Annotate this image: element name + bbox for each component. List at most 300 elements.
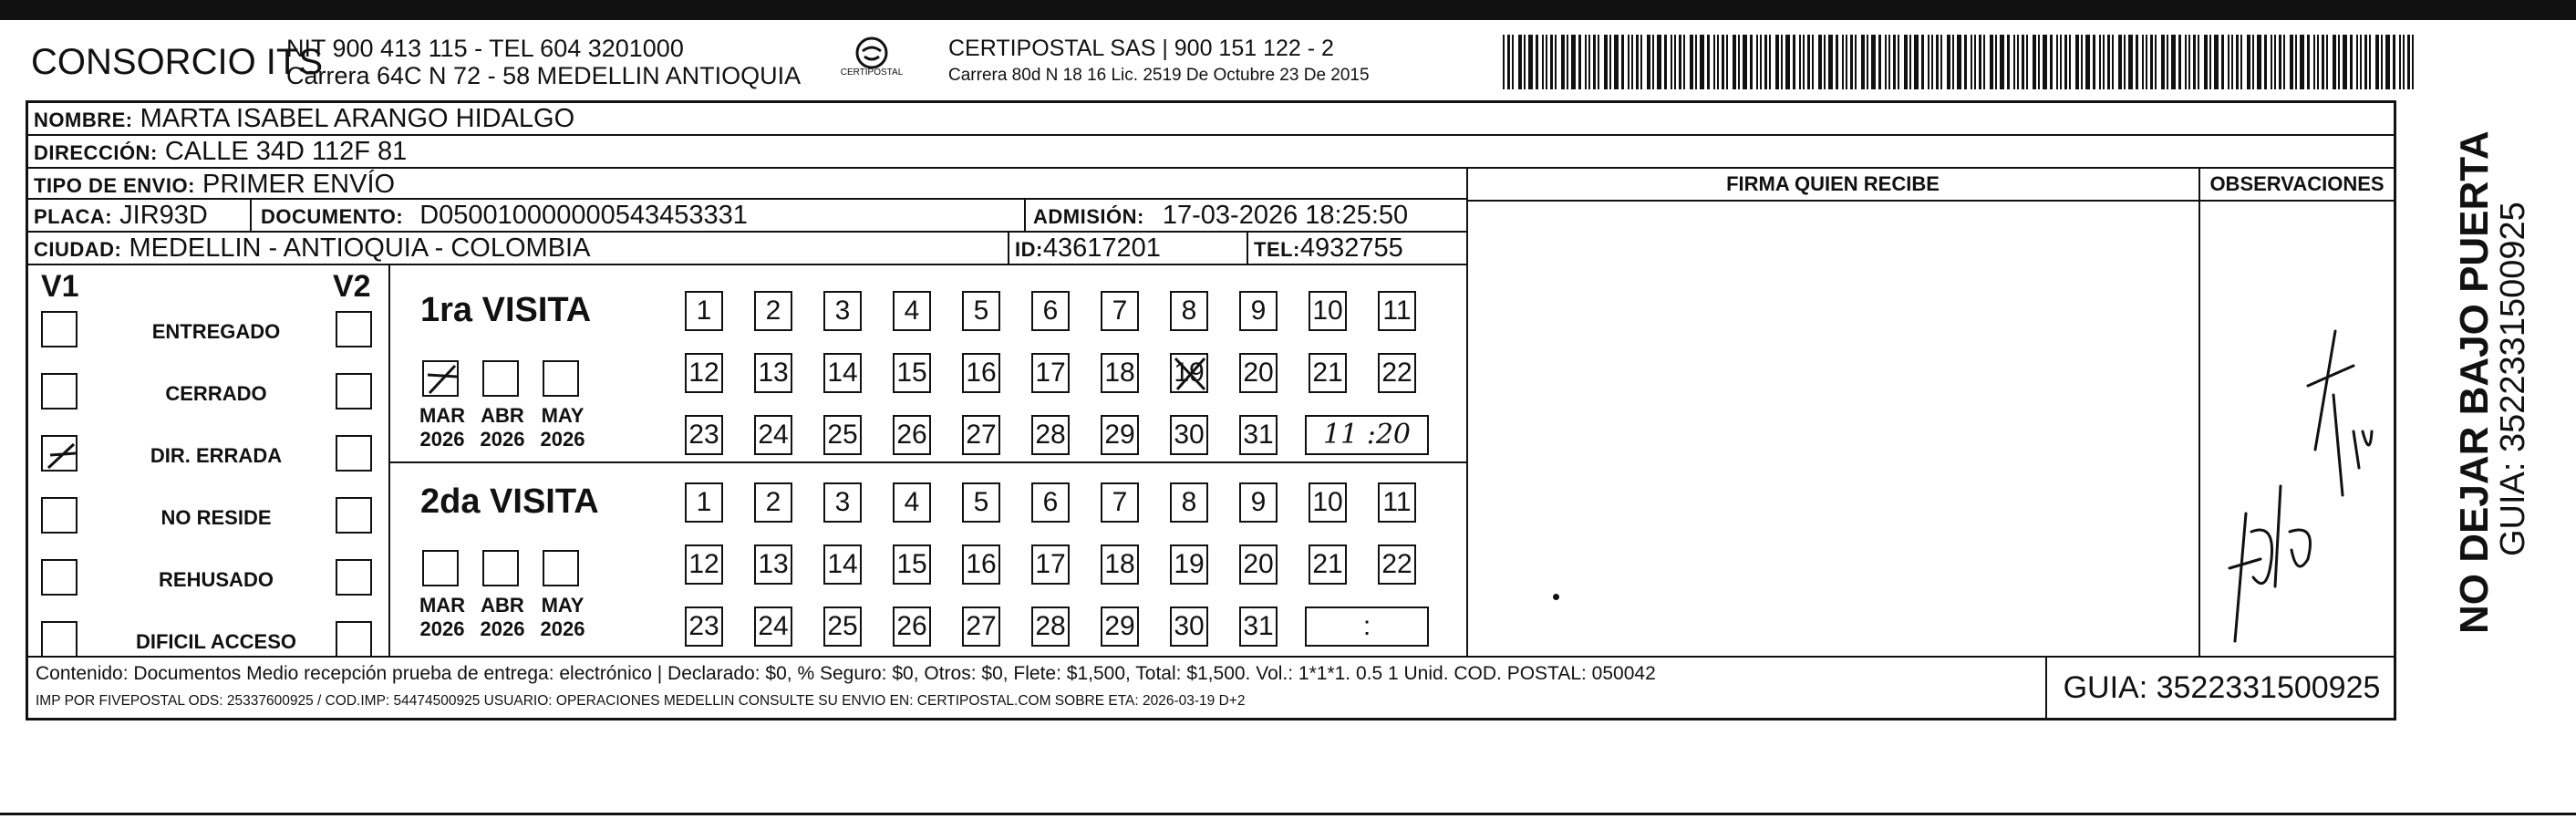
barcode-bar (1764, 35, 1767, 89)
barcode-bar (2069, 35, 2071, 89)
placa-label: PLACA: (34, 205, 113, 228)
handwritten-observation (2217, 258, 2381, 659)
barcode-bar (2056, 35, 2058, 89)
barcode-bar (1738, 35, 1740, 89)
barcode-bar (1861, 35, 1865, 89)
second-visit-day-6[interactable]: 6 (1031, 482, 1070, 523)
second-visit-day-16[interactable]: 16 (962, 544, 1000, 585)
barcode-bar (2013, 35, 2015, 89)
v1-checkbox-dificil-acceso[interactable] (41, 621, 78, 658)
barcode-bar (1871, 35, 1876, 89)
barcode-bar (2167, 35, 2168, 89)
barcode-bar (2107, 35, 2110, 89)
barcode-bar (1928, 35, 1929, 89)
observaciones-header: OBSERVACIONES (2209, 172, 2385, 195)
barcode-bar (1528, 35, 1533, 89)
observaciones-divider (2198, 169, 2200, 656)
v2-checkbox-entregado[interactable] (336, 311, 372, 347)
barcode-bar (2171, 35, 2176, 89)
barcode-bar (2099, 35, 2101, 89)
barcode-bar (2369, 35, 2371, 89)
barcode-bar (1631, 35, 1633, 89)
first-visit-day-15[interactable]: 15 (893, 353, 931, 393)
second-visit-day-12[interactable]: 12 (685, 544, 723, 585)
barcode-bar (1785, 35, 1790, 89)
second-visit-day-15[interactable]: 15 (893, 544, 931, 585)
barcode-bar (1803, 35, 1805, 89)
barcode-bar (1995, 35, 1997, 89)
barcode-bar (2231, 35, 2233, 89)
v2-checkbox-no-reside[interactable] (336, 497, 372, 534)
barcode-bar (2399, 35, 2401, 89)
second-visit-day-17[interactable]: 17 (1031, 544, 1070, 585)
barcode-bar (1598, 35, 1599, 89)
barcode-bar (1671, 35, 1672, 89)
barcode-bar (2093, 35, 2095, 89)
first-visit-day-17[interactable]: 17 (1031, 353, 1070, 393)
barcode-bar (2185, 35, 2187, 89)
barcode-bar (1628, 35, 1629, 89)
month-caption (533, 594, 592, 641)
first-visit-day-9[interactable]: 9 (1239, 291, 1278, 331)
v1-checkbox-dir-errada[interactable] (41, 435, 78, 472)
barcode-bar (2142, 35, 2144, 89)
bottom-line (0, 813, 2576, 815)
first-visit-day-26[interactable]: 26 (893, 415, 931, 455)
firma-header: FIRMA QUIEN RECIBE (1726, 172, 1940, 195)
barcode-bar (2118, 35, 2122, 89)
barcode-bar (1914, 35, 1919, 89)
barcode-bar (1957, 35, 1961, 89)
second-visit-month-may[interactable] (543, 550, 579, 586)
ciudad-value: MEDELLIN - ANTIOQUIA - COLOMBIA (129, 233, 591, 263)
barcode-bar (2403, 35, 2405, 89)
first-visit-month-mar[interactable] (422, 360, 459, 397)
first-visit-day-11[interactable]: 11 (1378, 291, 1416, 331)
barcode-bar (1717, 35, 1719, 89)
barcode-bar (1936, 35, 1939, 89)
barcode-bar (1512, 35, 1514, 89)
barcode-bar (1850, 35, 1853, 89)
barcode-bar (2033, 35, 2036, 89)
first-visit-title: 1ra VISITA (420, 291, 592, 329)
second-visit-day-13[interactable]: 13 (754, 544, 792, 585)
second-visit-day-24[interactable]: 24 (754, 606, 792, 647)
first-visit-month-may[interactable] (543, 360, 579, 397)
first-visit-day-2[interactable]: 2 (754, 291, 792, 331)
tipo-value: PRIMER ENVÍO (202, 170, 396, 199)
barcode-bar (2178, 35, 2181, 89)
year-label: 2026 (480, 617, 525, 640)
checkmark-icon (43, 437, 79, 473)
barcode-bar (1807, 35, 1810, 89)
status-label: ENTREGADO (151, 320, 281, 343)
barcode (1503, 35, 2424, 89)
barcode-bar (2112, 35, 2114, 89)
barcode-bar (2128, 35, 2133, 89)
barcode-bar (1812, 35, 1814, 89)
v1-checkbox-rehusado[interactable] (41, 559, 78, 596)
v2-checkbox-dir-errada[interactable] (336, 435, 372, 472)
barcode-bar (1647, 35, 1650, 89)
barcode-bar (1546, 35, 1547, 89)
barcode-bar (1614, 35, 1619, 89)
barcode-bar (1964, 35, 1967, 89)
status-label: REHUSADO (159, 568, 274, 591)
barcode-bar (1898, 35, 1899, 89)
status-label: CERRADO (165, 382, 267, 405)
v2-checkbox-dificil-acceso[interactable] (336, 621, 372, 658)
second-visit-time[interactable] (1305, 606, 1429, 647)
header (26, 27, 2415, 96)
barcode-bar (2326, 35, 2328, 89)
second-visit-day-21[interactable]: 21 (1309, 544, 1347, 585)
barcode-bar (2412, 35, 2414, 89)
column-header-line (1466, 200, 2394, 202)
barcode-bar (1940, 35, 1942, 89)
second-visit-day-31[interactable]: 31 (1239, 606, 1278, 647)
second-visit-day-23[interactable]: 23 (685, 606, 723, 647)
barcode-bar (1726, 35, 1728, 89)
barcode-bar (1636, 35, 1639, 89)
direccion-value: CALLE 34D 112F 81 (164, 137, 408, 166)
tipo-label: TIPO DE ENVIO: (34, 174, 195, 197)
barcode-bar (1707, 35, 1710, 89)
first-visit-day-12[interactable]: 12 (685, 353, 723, 393)
second-visit-day-8[interactable]: 8 (1170, 482, 1208, 523)
status-label: DIR. ERRADA (150, 444, 283, 467)
barcode-bar (1904, 35, 1908, 89)
first-visit-day-1[interactable]: 1 (685, 291, 723, 331)
barcode-bar (1799, 35, 1801, 89)
barcode-bar (2075, 35, 2079, 89)
first-visit-day-13[interactable]: 13 (754, 353, 792, 393)
first-visit-day-10[interactable]: 10 (1309, 291, 1347, 331)
barcode-bar (2124, 35, 2126, 89)
barcode-bar (2300, 35, 2304, 89)
certipostal-info (948, 35, 1370, 89)
second-visit-title: 2da VISITA (420, 482, 599, 521)
v1-label: V1 (41, 269, 79, 304)
second-visit-month-mar[interactable] (422, 550, 459, 586)
barcode-bar (2343, 35, 2347, 89)
first-visit-day-16[interactable]: 16 (962, 353, 1000, 393)
certipostal-logo-icon (835, 33, 908, 89)
barcode-bar (2188, 35, 2190, 89)
placa-row (28, 200, 1466, 233)
first-visit-day-21[interactable]: 21 (1309, 353, 1347, 393)
barcode-bar (2385, 35, 2390, 89)
barcode-bar (2364, 35, 2367, 89)
barcode-bar (1700, 35, 1704, 89)
barcode-bar (2060, 35, 2062, 89)
v1-checkbox-entregado[interactable] (41, 311, 78, 347)
second-visit-day-18[interactable]: 18 (1101, 544, 1139, 585)
ciudad-row (28, 233, 1466, 265)
month-caption (413, 594, 471, 641)
barcode-bar (1793, 35, 1795, 89)
no-dejar-text: NO DEJAR BAJO PUERTA (2452, 130, 2497, 634)
first-visit-day-23[interactable]: 23 (685, 415, 723, 455)
first-visit-time[interactable] (1305, 415, 1429, 455)
barcode-bar (1947, 35, 1950, 89)
v1-checkbox-cerrado[interactable] (41, 373, 78, 410)
month-label: MAR (419, 594, 466, 617)
nit-line: NIT 900 413 115 - TEL 604 3201000 (286, 35, 684, 62)
id-label: ID: (1015, 238, 1043, 261)
barcode-bar (1561, 35, 1565, 89)
second-visit-day-10[interactable]: 10 (1309, 482, 1347, 523)
barcode-bar (2295, 35, 2297, 89)
barcode-bar (1593, 35, 1596, 89)
first-visit-day-14[interactable]: 14 (823, 353, 862, 393)
direccion-label: DIRECCIÓN: (34, 141, 158, 164)
month-label: MAY (541, 404, 585, 427)
barcode-bar (1578, 35, 1581, 89)
barcode-bar (2350, 35, 2353, 89)
second-visit-day-25[interactable]: 25 (823, 606, 862, 647)
barcode-bar (1695, 35, 1697, 89)
barcode-bar (1722, 35, 1724, 89)
barcode-bar (1983, 35, 1985, 89)
address-line: Carrera 64C N 72 - 58 MEDELLIN ANTIOQUIA (286, 62, 802, 89)
second-visit-day-2[interactable]: 2 (754, 482, 792, 523)
first-visit-day-22[interactable]: 22 (1378, 353, 1416, 393)
month-caption (413, 404, 471, 451)
second-visit-day-30[interactable]: 30 (1170, 606, 1208, 647)
v2-label: V2 (333, 269, 371, 304)
tel-value: 4932755 (1299, 233, 1403, 263)
second-visit-day-29[interactable]: 29 (1101, 606, 1139, 647)
barcode-bar (1974, 35, 1976, 89)
barcode-bar (1585, 35, 1587, 89)
second-visit-time-value: : (1362, 611, 1371, 641)
barcode-bar (2136, 35, 2138, 89)
barcode-bar (2271, 35, 2272, 89)
barcode-bar (2247, 35, 2250, 89)
barcode-bar (1679, 35, 1681, 89)
barcode-bar (2322, 35, 2324, 89)
second-visit-day-3[interactable]: 3 (823, 482, 862, 523)
placa-value: JIR93D (119, 201, 208, 230)
first-visit-day-18[interactable]: 18 (1101, 353, 1139, 393)
first-visit-day-27[interactable]: 27 (962, 415, 1000, 455)
second-visit-day-14[interactable]: 14 (823, 544, 862, 585)
tel-label: TEL: (1254, 238, 1300, 261)
tipo-row (28, 169, 1466, 200)
barcode-bar (1909, 35, 1911, 89)
first-visit-day-31[interactable]: 31 (1239, 415, 1278, 455)
footer-print-line: IMP POR FIVEPOSTAL ODS: 25337600925 / COD.IMP: 54474500925 USUARIO: OPERACIONES MEDELLIN CONSULTE SU ENVIO EN: CERTIPOSTAL.COM SOBRE ETA: 2026-03-19 D+2 (36, 693, 1246, 709)
first-visit-day-5[interactable]: 5 (962, 291, 1000, 331)
second-visit-day-28[interactable]: 28 (1031, 606, 1070, 647)
barcode-bar (1555, 35, 1557, 89)
barcode-bar (2000, 35, 2004, 89)
barcode-bar (1542, 35, 1544, 89)
barcode-bar (1507, 35, 1510, 89)
barcode-bar (2338, 35, 2340, 89)
checkmark-icon (424, 362, 460, 399)
first-visit-day-20[interactable]: 20 (1239, 353, 1278, 393)
first-visit-day-3[interactable]: 3 (823, 291, 862, 331)
side-guia-text: GUIA: 3522331500925 (2494, 202, 2532, 556)
barcode-bar (1818, 35, 1822, 89)
first-visit-day-7[interactable]: 7 (1101, 291, 1139, 331)
second-visit-day-20[interactable]: 20 (1239, 544, 1278, 585)
barcode-bar (2198, 35, 2199, 89)
barcode-bar (1640, 35, 1642, 89)
barcode-bar (2317, 35, 2319, 89)
barcode-bar (2155, 35, 2157, 89)
first-visit-month-abr[interactable] (482, 360, 519, 397)
barcode-bar (1931, 35, 1933, 89)
barcode-bar (2050, 35, 2053, 89)
id-value: 43617201 (1042, 233, 1161, 263)
barcode-bar (2007, 35, 2010, 89)
barcode-bar (2022, 35, 2024, 89)
second-visit-day-22[interactable]: 22 (1378, 544, 1416, 585)
barcode-bar (1921, 35, 1924, 89)
barcode-bar (2307, 35, 2310, 89)
second-visit-month-abr[interactable] (482, 550, 519, 586)
month-label: MAY (541, 594, 585, 617)
barcode-bar (2038, 35, 2040, 89)
barcode-bar (1990, 35, 1993, 89)
barcode-bar (1743, 35, 1747, 89)
barcode-bar (1690, 35, 1693, 89)
barcode-bar (1664, 35, 1667, 89)
barcode-bar (1524, 35, 1526, 89)
barcode-bar (1683, 35, 1685, 89)
barcode-bar (2236, 35, 2239, 89)
first-visit-day-28[interactable]: 28 (1031, 415, 1070, 455)
month-caption (473, 594, 532, 641)
first-visit-time-value: 11 :20 (1323, 419, 1411, 451)
first-visit-day-19[interactable]: 19 (1170, 353, 1208, 393)
second-visit-day-26[interactable]: 26 (893, 606, 931, 647)
nombre-value: MARTA ISABEL ARANGO HIDALGO (140, 104, 575, 133)
status-label: DIFICIL ACCESO (135, 630, 296, 653)
second-visit-day-19[interactable]: 19 (1170, 544, 1208, 585)
barcode-bar (2209, 35, 2211, 89)
top-black-bar (0, 0, 2576, 20)
barcode-bar (1652, 35, 1654, 89)
barcode-bar (1760, 35, 1762, 89)
month-label: ABR (481, 594, 524, 617)
barcode-bar (1604, 35, 1608, 89)
barcode-bar (1571, 35, 1576, 89)
barcode-bar (2283, 35, 2285, 89)
company-info (286, 35, 801, 89)
barcode-bar (1713, 35, 1715, 89)
second-visit-day-5[interactable]: 5 (962, 482, 1000, 523)
month-caption (473, 404, 532, 451)
second-visit-day-7[interactable]: 7 (1101, 482, 1139, 523)
barcode-bar (2279, 35, 2281, 89)
footer-content-line: Contenido: Documentos Medio recepción prueba de entrega: electrónico | Declarado: $0, % Seguro: $0, Otros: $0, Flete: $1,500, Total: $1,500. Vol.: 1*1*1. 0.5 1 Unid. COD. POSTAL: 050042 (36, 663, 1656, 684)
logo-caption: CERTIPOSTAL (840, 67, 904, 78)
barcode-bar (2085, 35, 2090, 89)
barcode-bar (2161, 35, 2165, 89)
direccion-row (28, 136, 2394, 169)
nombre-row (28, 103, 2394, 136)
barcode-bar (2257, 35, 2261, 89)
second-visit-day-11[interactable]: 11 (1378, 482, 1416, 523)
barcode-bar (1885, 35, 1887, 89)
admision-value: 17-03-2026 18:25:50 (1162, 201, 1409, 230)
first-visit-day-24[interactable]: 24 (754, 415, 792, 455)
barcode-bar (2264, 35, 2267, 89)
barcode-bar (2290, 35, 2293, 89)
barcode-bar (2081, 35, 2083, 89)
second-visit-day-4[interactable]: 4 (893, 482, 931, 523)
barcode-bar (2393, 35, 2395, 89)
barcode-bar (2375, 35, 2379, 89)
documento-value: D050010000000543453331 (419, 201, 748, 230)
v2-checkbox-cerrado[interactable] (336, 373, 372, 410)
certipostal-nit: CERTIPOSTAL SAS | 900 151 122 - 2 (948, 36, 1334, 61)
barcode-bar (2356, 35, 2358, 89)
barcode-bar (1781, 35, 1783, 89)
barcode-bar (2043, 35, 2047, 89)
second-visit-day-9[interactable]: 9 (1239, 482, 1278, 523)
year-label: 2026 (540, 617, 585, 640)
barcode-bar (1750, 35, 1753, 89)
barcode-bar (1828, 35, 1833, 89)
first-visit-day-30[interactable]: 30 (1170, 415, 1208, 455)
barcode-bar (2252, 35, 2254, 89)
barcode-bar (1893, 35, 1896, 89)
barcode-bar (2240, 35, 2242, 89)
second-visit-day-27[interactable]: 27 (962, 606, 1000, 647)
v-section-divider (388, 265, 390, 656)
barcode-bar (1657, 35, 1661, 89)
side-vertical-text (2415, 91, 2533, 638)
month-caption (533, 404, 592, 451)
barcode-bar (2026, 35, 2028, 89)
barcode-bar (1756, 35, 1758, 89)
ciudad-label: CIUDAD: (34, 238, 122, 261)
barcode-bar (1836, 35, 1838, 89)
first-visit-day-8[interactable]: 8 (1170, 291, 1208, 331)
v2-checkbox-rehusado[interactable] (336, 559, 372, 596)
year-label: 2026 (540, 428, 585, 451)
barcode-bar (1609, 35, 1611, 89)
v1-checkbox-no-reside[interactable] (41, 497, 78, 534)
barcode-bar (1518, 35, 1522, 89)
second-visit-day-1[interactable]: 1 (685, 482, 723, 523)
barcode-bar (2193, 35, 2196, 89)
barcode-bar (1855, 35, 1857, 89)
year-label: 2026 (419, 617, 465, 640)
month-label: MAR (419, 404, 466, 427)
barcode-bar (1733, 35, 1736, 89)
barcode-bar (1824, 35, 1826, 89)
first-visit-day-29[interactable]: 29 (1101, 415, 1139, 455)
brand-name: CONSORCIO ITS (31, 42, 324, 82)
barcode-bar (1588, 35, 1590, 89)
barcode-bar (2360, 35, 2362, 89)
first-visit-day-25[interactable]: 25 (823, 415, 862, 455)
barcode-bar (1775, 35, 1779, 89)
month-label: ABR (481, 404, 524, 427)
barcode-bar (1971, 35, 1972, 89)
first-visit-day-6[interactable]: 6 (1031, 291, 1070, 331)
barcode-bar (2150, 35, 2153, 89)
first-visit-day-4[interactable]: 4 (893, 291, 931, 331)
barcode-bar (1867, 35, 1868, 89)
barcode-bar (2333, 35, 2336, 89)
